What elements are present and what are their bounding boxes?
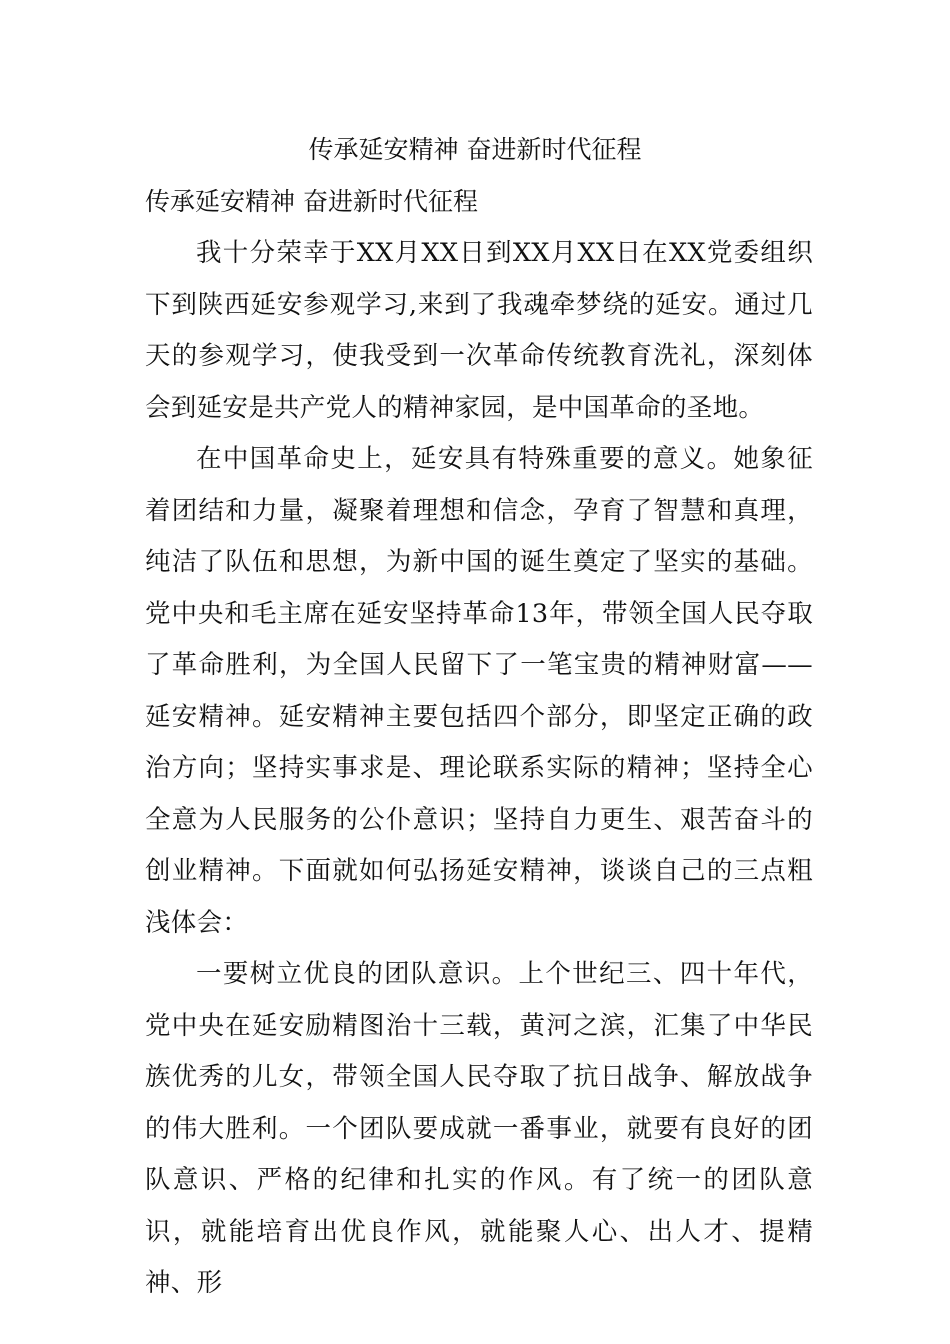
paragraph-intro: 我十分荣幸于XX月XX日到XX月XX日在XX党委组织下到陕西延安参观学习,来到了我魂牵梦绕的延安。通过几天的参观学习，使我受到一次革命传统教育洗礼，深刻体会到延安是共产党人的精神家园，是中国革命的圣地。 (145, 238, 813, 423)
paragraph-team-awareness: 一要树立优良的团队意识。上个世纪三、四十年代，党中央在延安励精图治十三载，黄河之滨，汇集了中华民族优秀的儿女，带领全国人民夺取了抗日战争、解放战争的伟大胜利。一个团队要成就一番事业，就要有良好的团队意识、严格的纪律和扎实的作风。有了统一的团队意识，就能培育出优良作风，就能聚人心、出人才、提精神、形 (145, 959, 813, 1298)
document-subtitle: 传承延安精神 奋进新时代征程 (145, 187, 478, 216)
document-title: 传承延安精神 奋进新时代征程 (308, 135, 642, 164)
document-body (145, 228, 813, 1310)
paragraph-yanan-spirit: 在中国革命史上，延安具有特殊重要的意义。她象征着团结和力量，凝聚着理想和信念，孕育了智慧和真理，纯洁了队伍和思想，为新中国的诞生奠定了坚实的基础。党中央和毛主席在延安坚持革命13年，带领全国人民夺取了革命胜利，为全国人民留下了一笔宝贵的精神财富——延安精神。延安精神主要包括四个部分，即坚定正确的政治方向；坚持实事求是、理论联系实际的精神；坚持全心全意为人民服务的公仆意识；坚持自力更生、艰苦奋斗的创业精神。下面就如何弘扬延安精神，谈谈自己的三点粗浅体会： (145, 444, 813, 938)
